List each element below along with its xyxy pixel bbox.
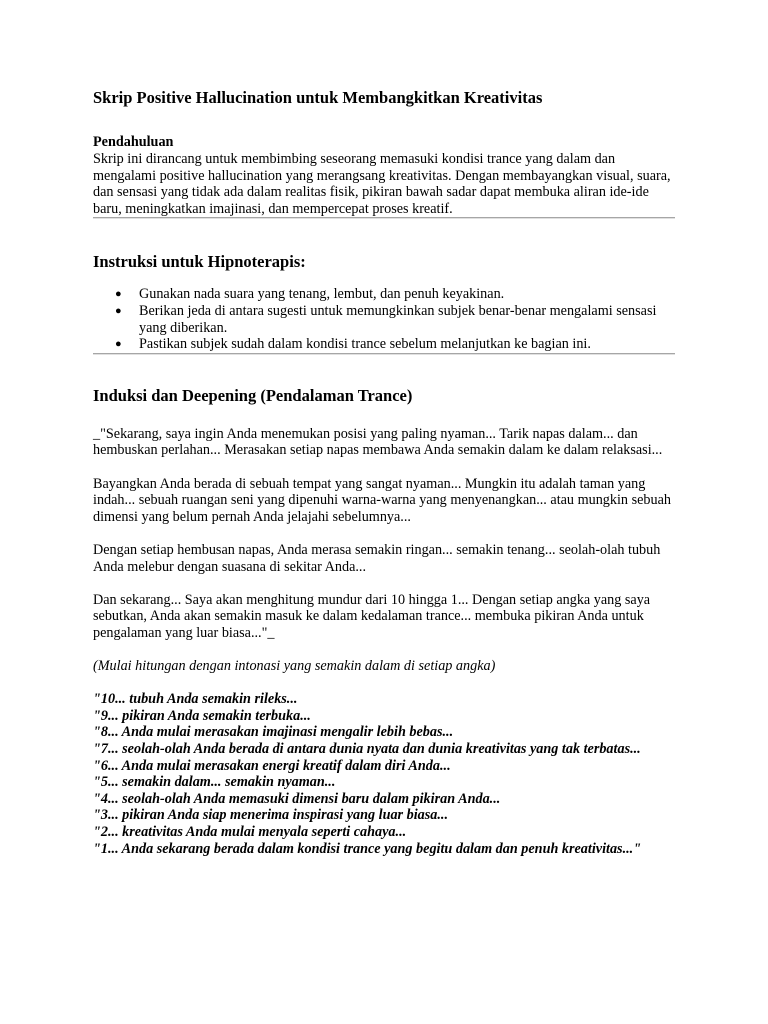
bullet-icon: ● [115, 304, 122, 317]
countdown-line: "9... pikiran Anda semakin terbuka... [93, 707, 311, 724]
instruction-item [115, 302, 675, 336]
script-paragraph: Bayangkan Anda berada di sebuah tempat yang sangat nyaman... Mungkin itu adalah taman yang indah... sebuah ruangan seni yang dipenuhi warna-warna yang menyenangkan... atau mungkin sebuah dimensi yang belum pernah Anda jelajahi sebelumnya... [93, 475, 671, 525]
countdown-line: "3... pikiran Anda siap menerima inspirasi yang luar biasa... [93, 807, 449, 824]
section-divider [93, 353, 675, 355]
script-paragraph: Dan sekarang... Saya akan menghitung mundur dari 10 hingga 1... Dengan setiap angka yang saya sebutkan, Anda akan semakin masuk ke dalam kedalaman trance... membuka pikiran Anda untuk pengalaman yang luar biasa..."_ [93, 591, 651, 641]
script-paragraph: Dengan setiap hembusan napas, Anda merasa semakin ringan... semakin tenang... seolah-olah tubuh Anda melebur dengan suasana di sekitar Anda... [93, 541, 661, 575]
countdown-line: "8... Anda mulai merasakan imajinasi mengalir lebih bebas... [93, 724, 454, 741]
countdown-block [93, 691, 675, 857]
instruction-item [115, 336, 675, 353]
instructions-heading: Instruksi untuk Hipnoterapis: [93, 252, 306, 272]
instruction-text: Pastikan subjek sudah dalam kondisi trance sebelum melanjutkan ke bagian ini. [139, 336, 591, 353]
instructions-list [93, 286, 675, 352]
countdown-line: "10... tubuh Anda semakin rileks... [93, 691, 298, 708]
bullet-icon: ● [115, 288, 122, 301]
countdown-line: "1... Anda sekarang berada dalam kondisi trance yang begitu dalam dan penuh kreativitas..." [93, 840, 642, 857]
instruction-text: Berikan jeda di antara sugesti untuk memungkinkan subjek benar-benar mengalami sensasi yang diberikan. [139, 302, 657, 336]
script-paragraph: _"Sekarang, saya ingin Anda menemukan posisi yang paling nyaman... Tarik napas dalam... dan hembuskan perlahan... Merasakan setiap napas membawa Anda semakin dalam ke dalam relaksasi... [93, 425, 663, 459]
induction-heading: Induksi dan Deepening (Pendalaman Trance) [93, 385, 413, 405]
bullet-icon: ● [115, 338, 122, 351]
countdown-line: "5... semakin dalam... semakin nyaman... [93, 774, 336, 791]
intro-heading: Pendahuluan [93, 134, 174, 150]
countdown-line: "4... seolah-olah Anda memasuki dimensi baru dalam pikiran Anda... [93, 790, 501, 807]
instruction-text: Gunakan nada suara yang tenang, lembut, dan penuh keyakinan. [139, 286, 505, 303]
countdown-line: "7... seolah-olah Anda berada di antara dunia nyata dan dunia kreativitas yang tak terbatas... [93, 741, 641, 758]
instruction-item [115, 286, 675, 303]
intro-paragraph: Skrip ini dirancang untuk membimbing seseorang memasuki kondisi trance yang dalam dan mengalami positive hallucination yang merangsang kreativitas. Dengan membayangkan visual, suara, dan sensasi yang tidak ada dalam realitas fisik, pikiran bawah sadar dapat membuka aliran ide-ide baru, meningkatkan imajinasi, dan mempercepat proses kreatif. [93, 151, 671, 217]
countdown-line: "2... kreativitas Anda mulai menyala seperti cahaya... [93, 824, 407, 840]
stage-direction: (Mulai hitungan dengan intonasi yang semakin dalam di setiap angka) [93, 658, 496, 675]
document-title: Skrip Positive Hallucination untuk Membangkitkan Kreativitas [93, 88, 543, 107]
section-divider [93, 217, 675, 219]
countdown-line: "6... Anda mulai merasakan energi kreatif dalam diri Anda... [93, 757, 451, 774]
